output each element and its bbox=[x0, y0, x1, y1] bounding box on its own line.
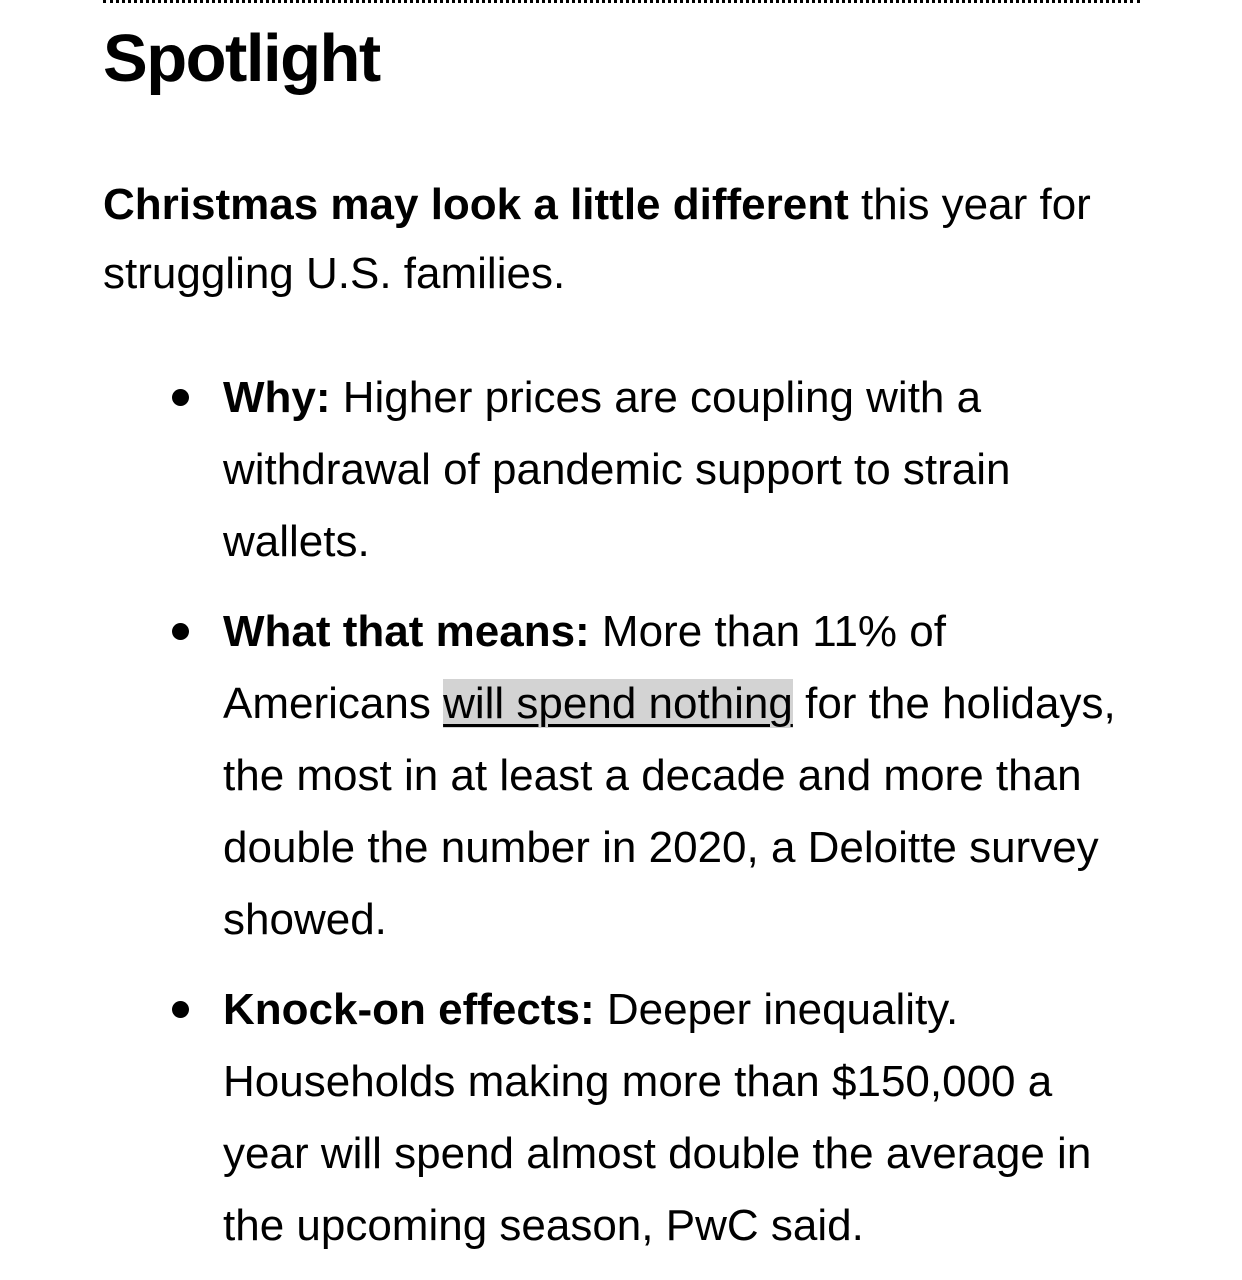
section-heading: Spotlight bbox=[103, 21, 380, 96]
bullet-what-that-means bbox=[103, 596, 1143, 956]
top-dotted-divider bbox=[103, 0, 1140, 3]
bullet-knock-on-effects bbox=[103, 974, 1143, 1262]
intro-text: this year for struggling U.S. families. bbox=[103, 180, 1091, 298]
bullet-key: What that means: bbox=[223, 607, 590, 656]
intro-bold-lead: Christmas may look a little different bbox=[103, 180, 849, 229]
bullet-key: Why: bbox=[223, 373, 331, 422]
bullet-text: Higher prices are coupling with a withdrawal of pandemic support to strain wallets. bbox=[223, 373, 1011, 566]
bullet-dot-icon bbox=[172, 389, 189, 406]
bullet-text: Deeper inequality. Households making more than $150,000 a year will spend almost double the average in the upcoming season, PwC said. bbox=[223, 985, 1092, 1250]
bullet-why bbox=[103, 362, 1143, 578]
bullet-text: More than 11% of Americans bbox=[223, 607, 946, 728]
bullet-dot-icon bbox=[172, 623, 189, 640]
bullet-dot-icon bbox=[172, 1001, 189, 1018]
bullet-text: for the holidays, the most in at least a decade and more than double the number in 2020, a Deloitte survey showed. bbox=[223, 679, 1116, 944]
article-section bbox=[103, 18, 1143, 1280]
intro-paragraph bbox=[103, 170, 1133, 308]
bullet-key: Knock-on effects: bbox=[223, 985, 595, 1034]
spend-nothing-link[interactable]: will spend nothing bbox=[443, 679, 793, 728]
bullet-list bbox=[103, 362, 1143, 1262]
